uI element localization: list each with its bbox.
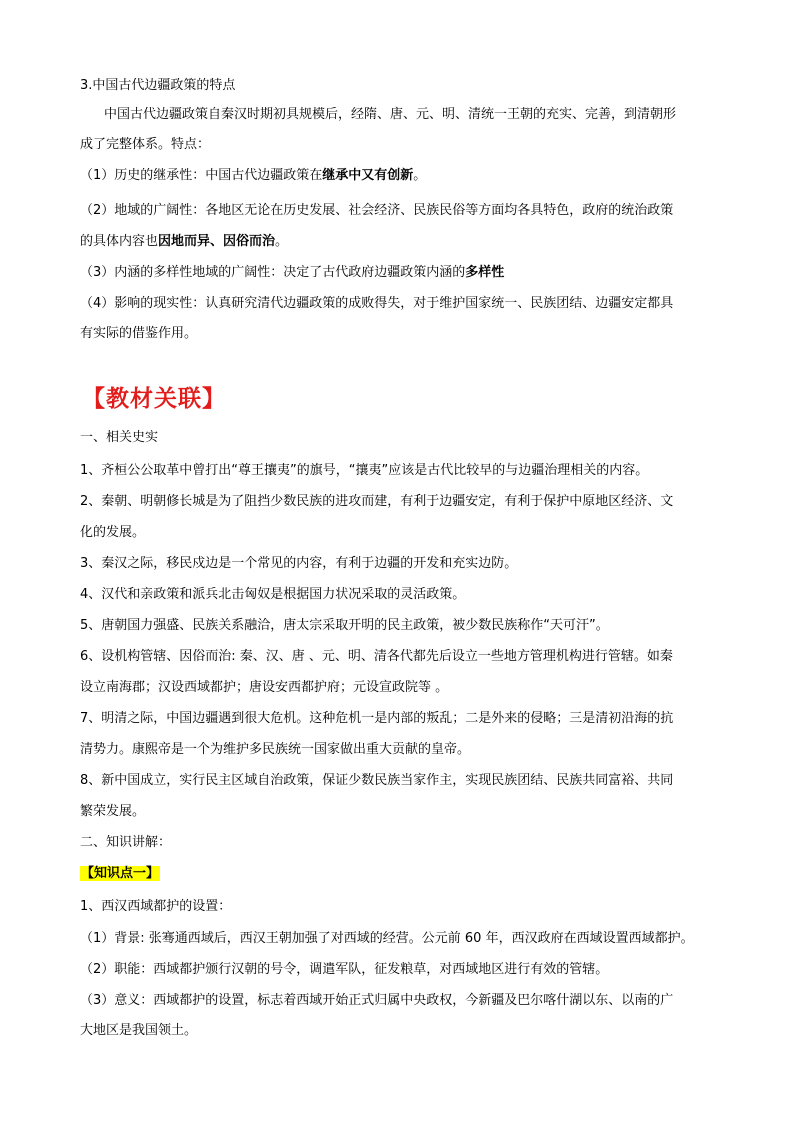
fact-6-line-2: 设立南海郡；汉设西域都护；唐设安西都护府；元设宣政院等 。: [80, 680, 449, 695]
point-2-emphasis: 因地而异、因俗而治: [158, 234, 276, 249]
section-3-intro-line-2: 成了完整体系。特点：: [80, 137, 211, 152]
fact-1: 1、齐桓公公取革中曾打出“尊王攘夷”的旗号，“攘夷”应该是古代比较早的与边疆治理相关的内容。: [80, 463, 649, 478]
fact-6-line-1: 6、设机构管辖、因俗而治: 秦、汉、唐 、元、明、清各代都先后设立一些地方管理机构进行管辖。如秦: [80, 649, 673, 664]
section-3-intro-line-1: 中国古代边疆政策自秦汉时期初具规模后，经隋、唐、元、明、清统一王朝的充实、完善，到清朝形: [104, 107, 677, 122]
fact-2-line-2: 化的发展。: [80, 525, 146, 540]
point-3-emphasis: 多样性: [465, 265, 505, 280]
fact-4: 4、汉代和亲政策和派兵北击匈奴是根据国力状况采取的灵活政策。: [80, 587, 466, 602]
significance-line-1: （3）意义：西域都护的设置，标志着西域开始正式归属中央政权，今新疆及巴尔喀什湖以东、以南的广: [80, 993, 674, 1008]
background-text: （1）背景: 张骞通西域后，西汉王朝加强了对西域的经营。公元前 60 年，西汉政府在西域设置西域都护。: [80, 931, 694, 946]
fact-2-line-1: 2、秦朝、明朝修长城是为了阻挡少数民族的进攻而建，有利于边疆安定，有利于保护中原地区经济、文: [80, 494, 674, 509]
fact-8-line-1: 8、新中国成立，实行民主区域自治政策，保证少数民族当家作主，实现民族团结、民族共同富裕、共同: [80, 773, 674, 788]
section-3-title: 3.中国古代边疆政策的特点: [80, 78, 236, 93]
fact-7-line-1: 7、明清之际，中国边疆遇到很大危机。这种危机一是内部的叛乱；二是外来的侵略；三是清初沿海的抗: [80, 711, 674, 726]
part-2-title: 二、知识讲解：: [80, 835, 172, 850]
point-2-line-2: [80, 232, 288, 252]
fact-8-line-2: 繁荣发展。: [80, 804, 146, 819]
point-4-line-1: （4）影响的现实性：认真研究清代边疆政策的成败得失，对于维护国家统一、民族团结、边疆安定都具: [80, 296, 674, 311]
fact-5: 5、唐朝国力强盛、民族关系融洽，唐太宗采取开明的民主政策，被少数民族称作“天可汗”。: [80, 618, 609, 633]
point-2-end: 。: [275, 234, 289, 249]
point-3-text: （3）内涵的多样性地域的广阔性：决定了古代政府边疆政策内涵的: [80, 265, 466, 280]
function-text: （2）职能：西域都护颁行汉朝的号令，调遣军队，征发粮草，对西域地区进行有效的管辖。: [80, 962, 609, 977]
knowledge-subtitle: 1、西汉西域都护的设置：: [80, 899, 232, 914]
point-2-line-1: （2）地域的广阔性：各地区无论在历史发展、社会经济、民族民俗等方面均各具特色，政府的统治政策: [80, 203, 674, 218]
point-3: [80, 263, 504, 283]
part-1-title: 一、相关史实: [80, 430, 159, 445]
knowledge-point-label: 【知识点一】: [81, 866, 160, 881]
knowledge-point-tag: [80, 864, 160, 884]
textbook-link-heading: 【教材关联】: [82, 386, 226, 412]
significance-line-2: 大地区是我国领土。: [80, 1023, 198, 1038]
point-1: [80, 166, 426, 186]
point-1-emphasis: 继承中又有创新: [322, 168, 414, 183]
fact-7-line-2: 清势力。康熙帝是一个为维护多民族统一国家做出重大贡献的皇帝。: [80, 742, 471, 757]
point-4-line-2: 有实际的借鉴作用。: [80, 326, 198, 341]
fact-3: 3、秦汉之际，移民戍边是一个常见的内容，有利于边疆的开发和充实边防。: [80, 556, 518, 571]
point-1-end: 。: [413, 168, 427, 183]
point-2-text: 的具体内容也: [80, 234, 159, 249]
point-1-text: （1）历史的继承性：中国古代边疆政策在: [80, 168, 323, 183]
